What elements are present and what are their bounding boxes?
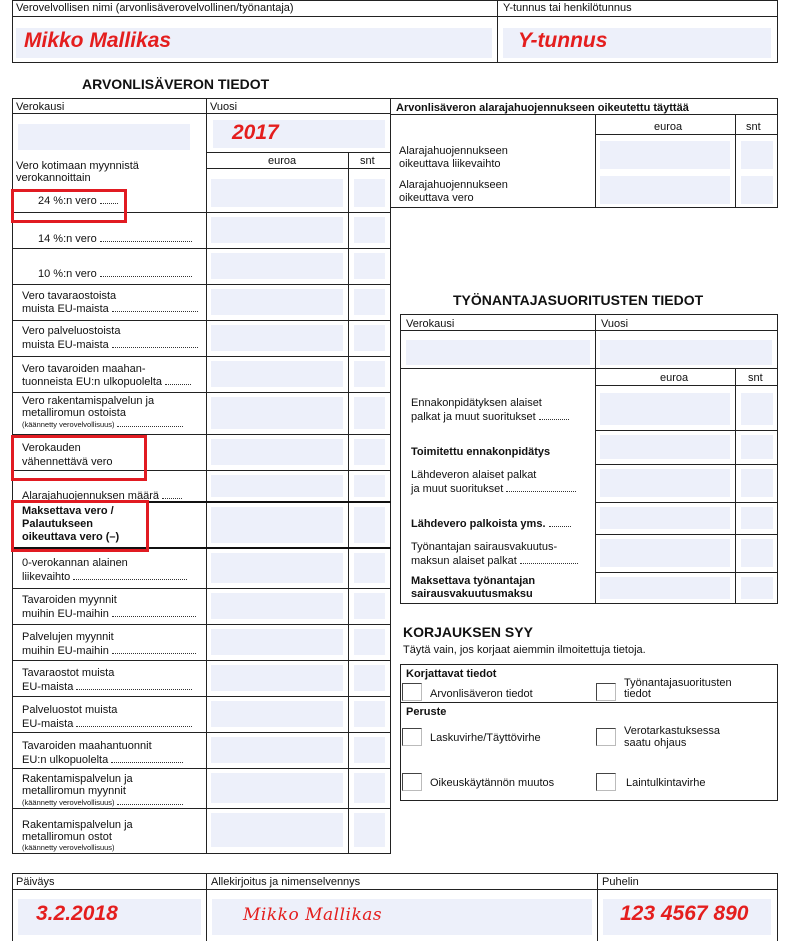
vat-euro-field[interactable]: [211, 553, 343, 583]
vat-euro-field[interactable]: [211, 701, 343, 727]
threshold-tax-cent-field[interactable]: [741, 176, 773, 204]
threshold-euro-header: euroa: [654, 121, 683, 133]
employer-row-separator: [595, 464, 778, 465]
row-zero-rate-label-2: liikevaihto: [22, 570, 187, 583]
business-id-label: Y-tunnus tai henkilötunnus: [503, 2, 632, 14]
vat-euro-field[interactable]: [211, 397, 343, 429]
vat-year-label: Vuosi: [210, 101, 238, 113]
vat-euro-field[interactable]: [211, 325, 343, 351]
row-payable-label: Maksettava vero /: [22, 505, 114, 517]
vat-row-separator: [12, 696, 391, 697]
vat-euro-field[interactable]: [211, 361, 343, 387]
vat-euro-field[interactable]: [211, 737, 343, 763]
checkbox-case-law-label: Oikeuskäytännön muutos: [430, 777, 555, 789]
row-eu-goods-label-2: muista EU-maista: [22, 302, 198, 315]
vat-sales-heading-2: verokannoittain: [16, 172, 91, 184]
emp-row-health-wages-label-2: maksun alaiset palkat: [411, 554, 578, 567]
row-eu-services-purchases-label-2: EU-maista: [22, 717, 192, 730]
row-construction-purchases-label-2: metalliromun ostot: [22, 831, 112, 843]
basis-label: Peruste: [406, 706, 447, 718]
vat-euro-field[interactable]: [211, 289, 343, 315]
signature-label: Allekirjoitus ja nimenselvennys: [211, 876, 361, 888]
vat-cent-field[interactable]: [354, 439, 385, 465]
row-imports-label: Tavaroiden maahantuonnit: [22, 740, 152, 752]
row-construction-label-2: metalliromun ostoista: [22, 407, 126, 419]
row-eu-goods-sales-label: Tavaroiden myynnit: [22, 594, 117, 606]
threshold-title: Arvonlisäveron alarajahuojennukseen oikeutettu täyttää: [396, 102, 689, 114]
vat-cent-field[interactable]: [354, 253, 385, 279]
employer-cent-field[interactable]: [741, 539, 773, 567]
employer-euro-field[interactable]: [600, 393, 730, 425]
employer-section-title: TYÖNANTAJASUORITUSTEN TIEDOT: [453, 292, 704, 308]
row-vat-10-label: 10 %:n vero: [38, 267, 192, 280]
vat-cent-header: snt: [360, 155, 375, 167]
vat-row-separator: [12, 588, 391, 589]
vat-euro-field[interactable]: [211, 253, 343, 279]
threshold-tax-euro-field[interactable]: [600, 176, 730, 204]
annotation-box-deductible: [11, 435, 147, 481]
checkbox-interpretation-label: Laintulkintavirhe: [626, 777, 706, 789]
taxpayer-name-value: Mikko Mallikas: [24, 29, 172, 52]
vat-cent-field[interactable]: [354, 179, 385, 207]
employer-period-field[interactable]: [406, 340, 590, 365]
threshold-turnover-cent-field[interactable]: [741, 141, 773, 169]
emp-row-wages-label: Ennakonpidätyksen alaiset: [411, 397, 542, 409]
annotation-box-payable: [11, 500, 149, 552]
vat-euro-header: euroa: [268, 155, 297, 167]
date-value: 3.2.2018: [36, 902, 118, 925]
emp-row-health-wages-label: Työnantajan sairausvakuutus-: [411, 541, 558, 553]
vat-euro-field[interactable]: [211, 217, 343, 243]
emp-row-health-payment-label-2: sairausvakuutusmaksu: [411, 588, 533, 600]
annotation-box-24: [11, 189, 127, 223]
emp-row-health-payment-label: Maksettava työnantajan: [411, 575, 536, 587]
vat-cent-field[interactable]: [354, 325, 385, 351]
employer-euro-field[interactable]: [600, 469, 730, 497]
employer-year-field[interactable]: [600, 340, 772, 365]
vat-section-title: ARVONLISÄVERON TIEDOT: [82, 76, 270, 92]
date-label: Päiväys: [16, 876, 55, 888]
vat-row-separator: [12, 768, 391, 769]
vat-cent-field[interactable]: [354, 289, 385, 315]
vat-row-separator: [12, 320, 391, 321]
threshold-turnover-label: Alarajahuojennukseen: [399, 145, 508, 157]
checkbox-vat-info[interactable]: [402, 683, 422, 701]
row-construction-purchases-note: (käännetty verovelvollisuus): [22, 843, 115, 852]
vat-row-separator: [12, 732, 391, 733]
employer-euro-header: euroa: [660, 372, 689, 384]
corrected-info-label: Korjattavat tiedot: [406, 668, 497, 680]
row-construction-label: Vero rakentamispalvelun ja: [22, 395, 155, 407]
row-eu-services-sales-label: Palvelujen myynnit: [22, 631, 114, 643]
checkbox-audit-label: Verotarkastuksessa: [624, 725, 720, 737]
vat-row-separator: [12, 284, 391, 285]
row-construction-note: (käännetty verovelvollisuus): [22, 420, 183, 429]
vat-cent-field[interactable]: [354, 217, 385, 243]
taxpayer-name-label: Verovelvollisen nimi (arvonlisäverovelvollinen/työnantaja): [16, 2, 294, 14]
checkbox-interpretation[interactable]: [596, 773, 616, 791]
checkbox-calc-error-label: Laskuvirhe/Täyttövirhe: [430, 732, 541, 744]
vat-cent-field[interactable]: [354, 361, 385, 387]
vat-cent-field[interactable]: [354, 629, 385, 655]
threshold-tax-label-2: oikeuttava vero: [399, 192, 474, 204]
row-eu-goods-label: Vero tavaraostoista: [22, 290, 117, 302]
threshold-cent-header: snt: [746, 121, 761, 133]
vat-row-separator: [12, 392, 391, 393]
employer-euro-field[interactable]: [600, 435, 730, 459]
vat-cent-field[interactable]: [354, 665, 385, 691]
vat-euro-field[interactable]: [211, 593, 343, 619]
vat-euro-field[interactable]: [211, 629, 343, 655]
vat-row-separator: [12, 356, 391, 357]
phone-label: Puhelin: [602, 876, 639, 888]
row-zero-rate-label: 0-verokannan alainen: [22, 557, 128, 569]
vat-cent-field[interactable]: [354, 507, 385, 543]
phone-value: 123 4567 890: [620, 902, 749, 925]
vat-period-field[interactable]: [18, 124, 190, 150]
vat-euro-field[interactable]: [211, 179, 343, 207]
row-threshold-amount-label: Alarajahuojennuksen määrä: [22, 489, 182, 502]
emp-row-source-wages-label: Lähdeveron alaiset palkat: [411, 469, 537, 481]
vat-cent-field[interactable]: [354, 701, 385, 727]
employer-euro-field[interactable]: [600, 539, 730, 567]
vat-cent-field[interactable]: [354, 475, 385, 497]
row-deductible-label-2: vähennettävä vero: [22, 456, 113, 468]
checkbox-calc-error[interactable]: [402, 728, 422, 746]
row-eu-services-label: Vero palveluostoista: [22, 325, 121, 337]
employer-cent-header: snt: [748, 372, 763, 384]
employer-period-label: Verokausi: [406, 318, 455, 330]
vat-euro-field[interactable]: [211, 813, 343, 847]
row-construction-sales-note: (käännetty verovelvollisuus): [22, 798, 183, 807]
vat-cent-field[interactable]: [354, 737, 385, 763]
vat-cent-field[interactable]: [354, 553, 385, 583]
threshold-turnover-euro-field[interactable]: [600, 141, 730, 169]
row-vat-24-label: 24 %:n vero: [38, 194, 118, 207]
emp-row-wages-label-2: palkat ja muut suoritukset: [411, 410, 569, 423]
vat-row-separator: [12, 248, 391, 249]
row-payable-label-3: oikeuttava vero (–): [22, 531, 120, 543]
row-construction-purchases-label: Rakentamispalvelun ja: [22, 819, 133, 831]
vat-euro-field[interactable]: [211, 773, 343, 803]
checkbox-employer-info-label: Työnantajasuoritusten: [624, 677, 732, 689]
vat-euro-field[interactable]: [211, 665, 343, 691]
emp-row-source-tax-label: Lähdevero palkoista yms.: [411, 517, 571, 530]
employer-row-separator: [595, 534, 778, 535]
vat-year-value: 2017: [232, 121, 279, 144]
signature-value: Mikko Mallikas: [243, 905, 383, 925]
row-eu-goods-sales-label-2: muihin EU-maihin: [22, 607, 196, 620]
row-eu-goods-purchases-label: Tavaraostot muista: [22, 667, 115, 679]
employer-row-separator: [595, 502, 778, 503]
threshold-turnover-label-2: oikeuttava liikevaihto: [399, 158, 501, 170]
employer-euro-field[interactable]: [600, 507, 730, 529]
vat-euro-field[interactable]: [211, 507, 343, 543]
row-vat-14-label: 14 %:n vero: [38, 232, 192, 245]
checkbox-audit[interactable]: [596, 728, 616, 746]
employer-euro-field[interactable]: [600, 577, 730, 599]
vat-euro-field[interactable]: [211, 475, 343, 497]
employer-cent-field[interactable]: [741, 393, 773, 425]
vat-cent-field[interactable]: [354, 813, 385, 847]
row-construction-sales-label: Rakentamispalvelun ja: [22, 773, 133, 785]
row-construction-sales-label-2: metalliromun myynnit: [22, 785, 126, 797]
vat-cent-field[interactable]: [354, 397, 385, 429]
employer-row-separator: [595, 430, 778, 431]
employer-row-separator: [595, 572, 778, 573]
row-imports-label-2: EU:n ulkopuolelta: [22, 753, 183, 766]
vat-row-separator: [12, 660, 391, 661]
row-deductible-label: Verokauden: [22, 442, 81, 454]
vat-cent-field[interactable]: [354, 773, 385, 803]
employer-cent-field[interactable]: [741, 435, 773, 459]
row-eu-services-label-2: muista EU-maista: [22, 338, 198, 351]
vat-cent-field[interactable]: [354, 593, 385, 619]
vat-euro-field[interactable]: [211, 439, 343, 465]
row-eu-goods-purchases-label-2: EU-maista: [22, 680, 192, 693]
checkbox-vat-info-label: Arvonlisäveron tiedot: [430, 688, 533, 700]
checkbox-employer-info[interactable]: [596, 683, 616, 701]
emp-row-withholding-label: Toimitettu ennakonpidätys: [411, 446, 551, 458]
checkbox-case-law[interactable]: [402, 773, 422, 791]
corrections-title: KORJAUKSEN SYY: [403, 624, 533, 640]
vat-row-separator: [12, 624, 391, 625]
employer-cent-field[interactable]: [741, 469, 773, 497]
vat-row-separator: [12, 808, 391, 809]
emp-row-source-wages-label-2: ja muut suoritukset: [411, 482, 576, 495]
vat-period-label: Verokausi: [16, 101, 65, 113]
row-import-label-2: tuonneista EU:n ulkopuolelta: [22, 375, 191, 388]
employer-cent-field[interactable]: [741, 507, 773, 529]
business-id-value: Y-tunnus: [518, 29, 608, 52]
threshold-tax-label: Alarajahuojennukseen: [399, 179, 508, 191]
checkbox-employer-info-label-2: tiedot: [624, 688, 651, 700]
row-eu-services-sales-label-2: muihin EU-maihin: [22, 644, 196, 657]
employer-year-label: Vuosi: [601, 318, 629, 330]
checkbox-audit-label-2: saatu ohjaus: [624, 737, 687, 749]
row-payable-label-2: Palautukseen: [22, 518, 93, 530]
row-import-label: Vero tavaroiden maahan-: [22, 363, 146, 375]
corrections-note: Täytä vain, jos korjaat aiemmin ilmoitettuja tietoja.: [403, 644, 646, 656]
vat-sales-heading: Vero kotimaan myynnistä: [16, 160, 139, 172]
row-eu-services-purchases-label: Palveluostot muista: [22, 704, 118, 716]
employer-cent-field[interactable]: [741, 577, 773, 599]
